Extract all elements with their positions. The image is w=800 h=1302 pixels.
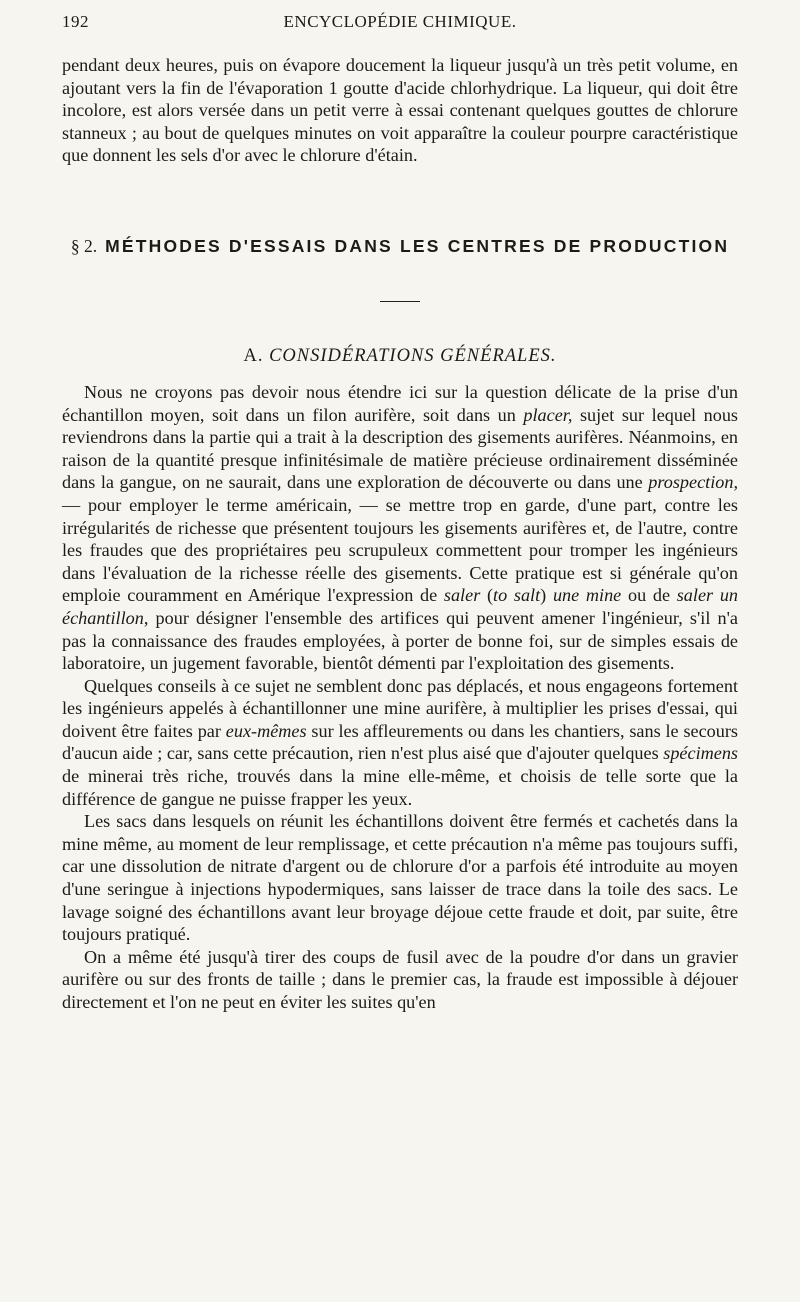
text-run: , pour désigner l'ensemble des artifices qui peuvent amener l'ingénieur, s'il n'a pas la connaissance des fraudes employées, à porter de bonne foi, sur de simples essais de laboratoire, un jugement favorable, bientôt démenti par l'exploitation des gisements. xyxy=(62,607,738,674)
paragraph-sample-bags: Les sacs dans lesquels on réunit les échantillons doivent être fermés et cachetés dans la mine même, au moment de leur remplissage, et cette précaution n'a même pas toujours suffi, car une dissolution de nitrate d'argent ou de chlorure d'or a parfois été introduite au moyen d'une seringue à injections hypodermiques, sans laisser de trace dans la toile des sacs. Le lavage soigné des échantillons avant leur broyage déjoue cette fraude et doit, par suite, être toujours pratiqué. xyxy=(62,811,738,945)
subsection-title: CONSIDÉRATIONS GÉNÉRALES. xyxy=(269,345,557,366)
paragraph-advice xyxy=(62,675,738,811)
text-run: ou de xyxy=(621,585,677,606)
section-divider xyxy=(380,301,420,302)
running-head xyxy=(62,12,738,36)
page-number: 192 xyxy=(62,12,89,31)
text-run: de minerai très riche, trouvés dans la mine elle-même, et choisis de telle sorte que la différence de gangue ne puisse frapper les yeux. xyxy=(62,766,738,809)
text-run: Nous ne croyons pas devoir nous étendre ici sur la question délicate de la prise d'un échantillon moyen, soit dans un filon aurifère, soit dans un xyxy=(62,381,738,425)
italic-term: une mine xyxy=(552,585,622,606)
text-run: — pour employer le terme américain, — se mettre trop en garde, d'une part, contre les irrégularités de richesse que présentent toujours les gisements aurifères et, de l'autre, contre les fraudes que des propriétaires peu scrupuleux commettent pour tromper les ingénieurs dans l'évaluation de la richesse réelle des gisements. Cette pratique est si générale qu'on emploie couramment en Amérique l'expression de xyxy=(62,494,738,606)
paragraph-gunshot-fraud: On a même été jusqu'à tirer des coups de fusil avec de la poudre d'or dans un gravier aurifère ou sur des fronts de taille ; dans le premier cas, la fraude est impossible à déjouer directement et l'on ne peut en éviter les suites qu'en xyxy=(62,946,738,1012)
italic-term: spécimens xyxy=(663,743,738,764)
text-run: ) xyxy=(540,585,553,606)
italic-term: to salt xyxy=(493,585,541,606)
italic-term: saler xyxy=(443,585,481,606)
section-heading xyxy=(62,236,738,257)
text-run: sur les affleurements ou dans les chantiers, sans le secours d'aucun aide ; car, sans cette précaution, rien n'est plus aisé que d'ajouter quelques xyxy=(62,720,739,764)
paragraph-continuation: pendant deux heures, puis on évapore doucement la liqueur jusqu'à un très petit volume, en ajoutant vers la fin de l'évaporation 1 goutte d'acide chlorhydrique. La liqueur, qui doit être incolore, est alors versée dans un petit verre à essai contenant quelques gouttes de chlorure stanneux ; au bout de quelques minutes on voit apparaître la couleur pourpre caractéristique que donnent les sels d'or avec le chlorure d'étain. xyxy=(62,55,738,166)
text-run: ( xyxy=(480,585,494,606)
subsection-letter: A. xyxy=(243,345,264,366)
text-run: Quelques conseils à ce sujet ne semblent donc pas déplacés, et nous engageons fortement les ingénieurs appelés à échantillonner une mine aurifère, à multiplier les prises d'essai, qui doivent être faites par xyxy=(62,675,738,741)
italic-term: prospection, xyxy=(648,472,738,493)
section-title: MÉTHODES D'ESSAIS DANS LES CENTRES DE PRODUCTION xyxy=(105,235,730,256)
subsection-heading xyxy=(62,346,738,367)
italic-term: eux-mêmes xyxy=(225,720,307,741)
paragraph-sampling-intro xyxy=(62,381,738,675)
running-title: ENCYCLOPÉDIE CHIMIQUE. xyxy=(283,12,517,31)
section-number: § 2. xyxy=(70,235,98,256)
italic-term: placer, xyxy=(523,404,573,425)
text-run: sujet sur lequel nous reviendrons dans la partie qui a trait à la description des gisements aurifères. Néanmoins, en raison de la quantité presque infinitésimale de matière précieuse ordinairement disséminée dans la gangue, on ne saurait, dans une exploration de découverte ou dans une xyxy=(62,404,738,493)
italic-term: saler un échantillon xyxy=(62,585,739,628)
